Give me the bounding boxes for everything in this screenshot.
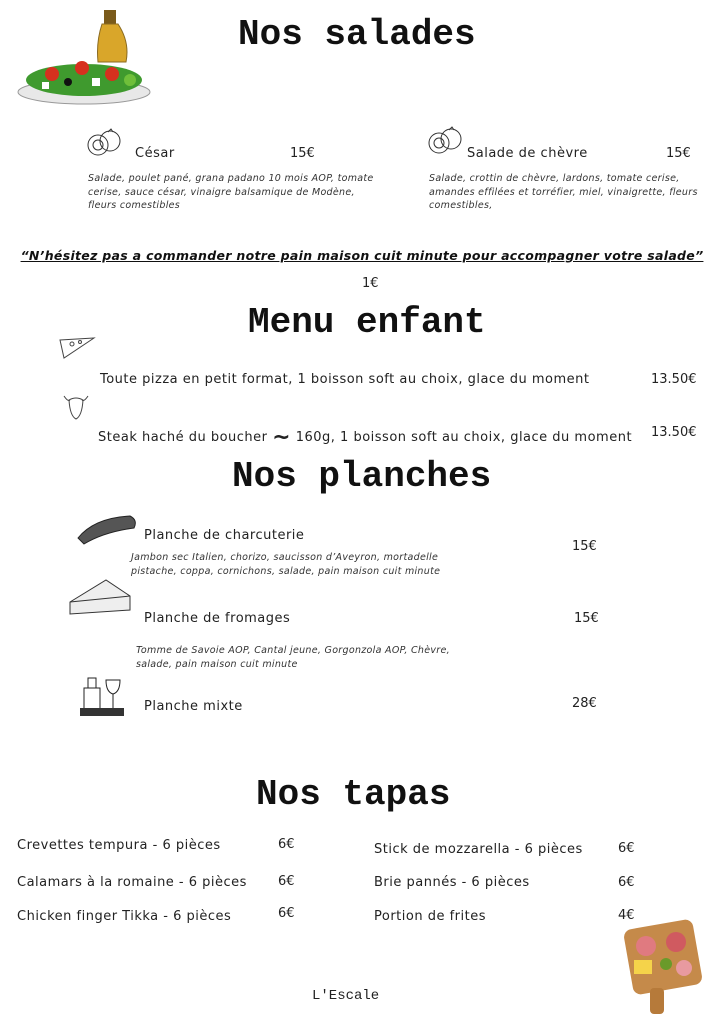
tomato-icon [86, 128, 122, 158]
section-title-salads: Nos salades [238, 14, 476, 55]
kids-item-detail: 160g, 1 boisson soft au choix, glace du moment [295, 430, 633, 445]
board-name: Planche de charcuterie [144, 528, 305, 543]
tapas-name: Chicken finger Tikka - 6 pièces [17, 909, 232, 924]
kids-menu-price: 13.50€ [651, 425, 697, 440]
bread-price: 1€ [362, 276, 379, 291]
board-name: Planche mixte [144, 699, 243, 714]
salad-name: Salade de chèvre [467, 146, 588, 161]
charcuterie-board-icon [620, 918, 710, 1018]
section-title-boards: Nos planches [232, 456, 492, 497]
wine-board-icon [76, 672, 128, 720]
salad-bowl-icon [12, 2, 152, 110]
tapas-name: Calamars à la romaine - 6 pièces [17, 875, 247, 890]
kids-item-name: Steak haché du boucher [98, 430, 268, 445]
salad-description: Salade, poulet pané, grana padano 10 mois AOP, tomate cerise, sauce césar, vinaigre balsamique de Modène, fleurs comestibles [88, 173, 374, 211]
tilde-separator: ~ [272, 425, 292, 450]
board-price: 15€ [574, 611, 599, 626]
section-title-kids: Menu enfant [248, 302, 486, 343]
salad-price: 15€ [290, 146, 315, 161]
salad-description: Salade, crottin de chèvre, lardons, tomate cerise, amandes effilées et torréfier, miel, vinaigrette, fleurs comestibles, [429, 173, 698, 211]
tapas-name: Stick de mozzarella - 6 pièces [374, 842, 583, 857]
tapas-price: 4€ [618, 908, 635, 923]
tapas-name: Brie pannés - 6 pièces [374, 875, 530, 890]
board-price: 15€ [572, 539, 597, 554]
board-description: Tomme de Savoie AOP, Cantal jeune, Gorgonzola AOP, Chèvre, salade, pain maison cuit minute [136, 645, 450, 670]
tapas-price: 6€ [618, 875, 635, 890]
bread-note: “N’hésitez pas a commander notre pain maison cuit minute pour accompagner votre salade” [20, 248, 704, 263]
board-name: Planche de fromages [144, 611, 291, 626]
tomato-icon [427, 126, 463, 156]
salad-price: 15€ [666, 146, 691, 161]
tapas-price: 6€ [618, 841, 635, 856]
tapas-name: Crevettes tempura - 6 pièces [17, 838, 221, 853]
pizza-slice-icon [58, 336, 98, 360]
section-title-tapas: Nos tapas [256, 774, 451, 815]
kids-menu-item [98, 425, 632, 450]
cow-head-icon [60, 392, 92, 422]
salad-name: César [135, 146, 175, 161]
board-price: 28€ [572, 696, 597, 711]
tapas-price: 6€ [278, 906, 295, 921]
tapas-price: 6€ [278, 837, 295, 852]
restaurant-name: L'Escale [312, 988, 380, 1004]
board-description: Jambon sec Italien, chorizo, saucisson d’Aveyron, mortadelle pistache, coppa, cornichons, salade, pain maison cuit minute [131, 552, 441, 577]
cheese-icon [66, 576, 134, 616]
sausage-icon [74, 512, 140, 546]
tapas-name: Portion de frites [374, 909, 486, 924]
tapas-price: 6€ [278, 874, 295, 889]
kids-menu-item: Toute pizza en petit format, 1 boisson soft au choix, glace du moment [100, 372, 590, 387]
kids-menu-price: 13.50€ [651, 372, 697, 387]
